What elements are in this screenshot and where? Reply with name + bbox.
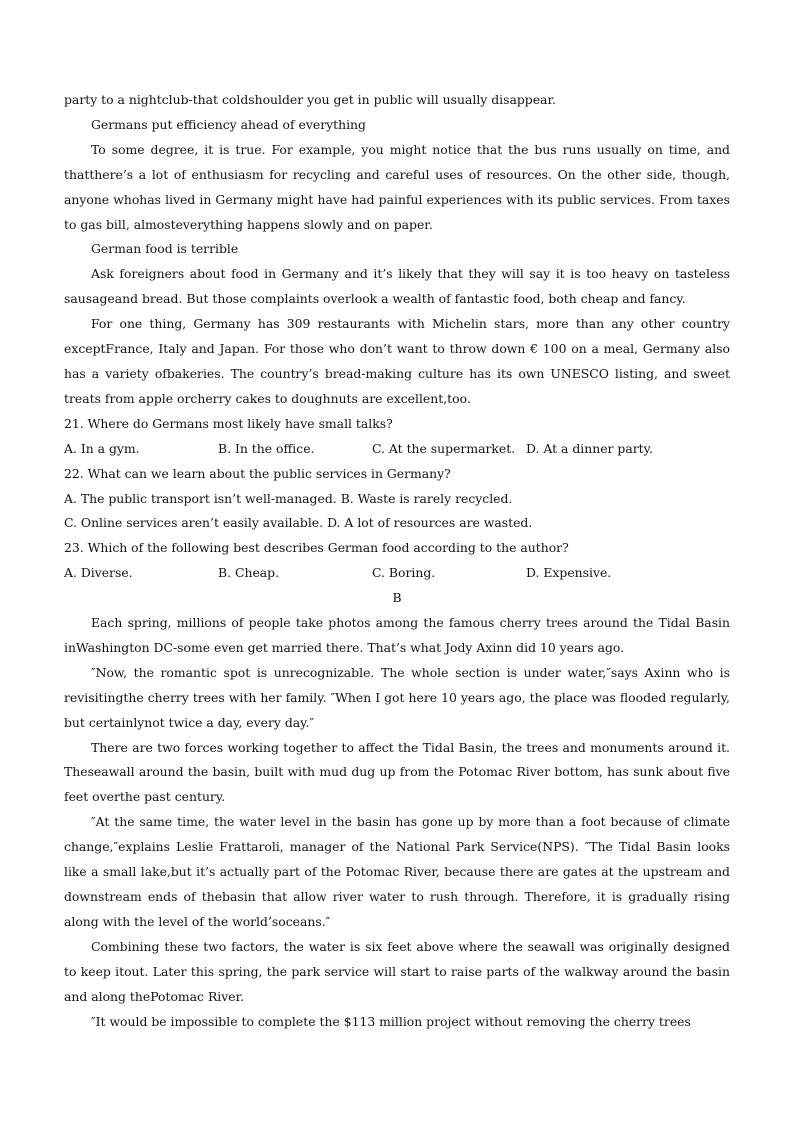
option-a: A. The public transport isn’t well-managed. bbox=[64, 490, 337, 506]
option-d: D. A lot of resources are wasted. bbox=[327, 515, 533, 531]
question-21-stem: 21. Where do Germans most likely have small talks? bbox=[64, 415, 393, 431]
option-b: B. Waste is rarely recycled. bbox=[340, 490, 513, 506]
option-b: B. Cheap. bbox=[218, 565, 280, 581]
option-b: B. In the office. bbox=[218, 440, 315, 456]
paragraph-two-forces: There are two forces working together to affect the Tidal Basin, the trees and monuments around it. Theseawall around the basin, built with mud dug up from the Potomac River bottom, has sunk about five feet overthe past century. bbox=[64, 739, 730, 805]
option-a: A. Diverse. bbox=[64, 565, 133, 581]
subheading-food: German food is terrible bbox=[91, 241, 239, 257]
paragraph-efficiency: To some degree, it is true. For example, you might notice that the bus runs usually on time, and thatthere’s a lot of enthusiasm for recycling and careful uses of resources. On the other side, though, anyone whohas lived in Germany might have had painful experiences with its public services. From taxes to gas bill, almosteverything happens slowly and on paper. bbox=[64, 141, 730, 232]
question-22-options-row1 bbox=[64, 487, 730, 512]
paragraph-axinn-quote: ″Now, the romantic spot is unrecognizable. The whole section is under water,″says Axinn who is revisitingthe cherry trees with her family. ″When I got here 10 years ago, the place was flooded regularly, but certainlynot twice a day, every day.″ bbox=[64, 664, 730, 730]
option-d: D. Expensive. bbox=[526, 565, 612, 581]
paragraph-frattaroli-quote: ″At the same time, the water level in the basin has gone up by more than a foot because of climate change,″explains Leslie Frattaroli, manager of the National Park Service(NPS). ″The Tidal Basin looks like a small lake,but it’s actually part of the Potomac River, because there are gates at the upstream and downstream ends of thebasin that allow river water to rush through. Therefore, it is gradually rising along with the level of the world’soceans.″ bbox=[64, 814, 730, 929]
question-21-options bbox=[64, 437, 730, 462]
question-22-options-row2 bbox=[64, 511, 730, 536]
option-a: A. In a gym. bbox=[64, 440, 140, 456]
paragraph-continuation: party to a nightclub-that coldshoulder you get in public will usually disappear. bbox=[64, 92, 556, 107]
paragraph-project-quote: ″It would be impossible to complete the $113 million project without removing the cherry trees bbox=[91, 1013, 691, 1029]
option-c: C. Online services aren’t easily available. bbox=[64, 515, 324, 531]
paragraph-food-michelin: For one thing, Germany has 309 restaurants with Michelin stars, more than any other country exceptFrance, Italy and Japan. For those who don’t want to throw down € 100 on a meal, Germany also has a variety ofbakeries. The country’s bread-making culture has its own UNESCO listing, and sweet treats from apple orcherry cakes to doughnuts are excellent,too. bbox=[64, 316, 730, 406]
question-22-stem: 22. What can we learn about the public services in Germany? bbox=[64, 465, 451, 481]
subheading-efficiency: Germans put efficiency ahead of everything bbox=[91, 116, 366, 132]
option-d: D. At a dinner party. bbox=[526, 440, 653, 456]
question-23-stem: 23. Which of the following best describes German food according to the author? bbox=[64, 540, 569, 556]
option-c: C. Boring. bbox=[372, 565, 436, 581]
paragraph-cherry-trees: Each spring, millions of people take photos among the famous cherry trees around the Tidal Basin inWashington DC-some even get married there. That’s what Jody Axinn did 10 years ago. bbox=[64, 615, 730, 655]
section-label-b: B bbox=[392, 590, 402, 606]
document-page bbox=[64, 88, 730, 1034]
option-c: C. At the supermarket. bbox=[372, 440, 516, 456]
question-23-options bbox=[64, 561, 730, 586]
paragraph-food-complaints: Ask foreigners about food in Germany and it’s likely that they will say it is too heavy on tasteless sausageand bread. But those complaints overlook a wealth of fantastic food, both cheap and fancy. bbox=[64, 266, 730, 307]
paragraph-combining-factors: Combining these two factors, the water is six feet above where the seawall was originally designed to keep itout. Later this spring, the park service will start to raise parts of the walkway around the basin and along thePotomac River. bbox=[64, 938, 730, 1004]
